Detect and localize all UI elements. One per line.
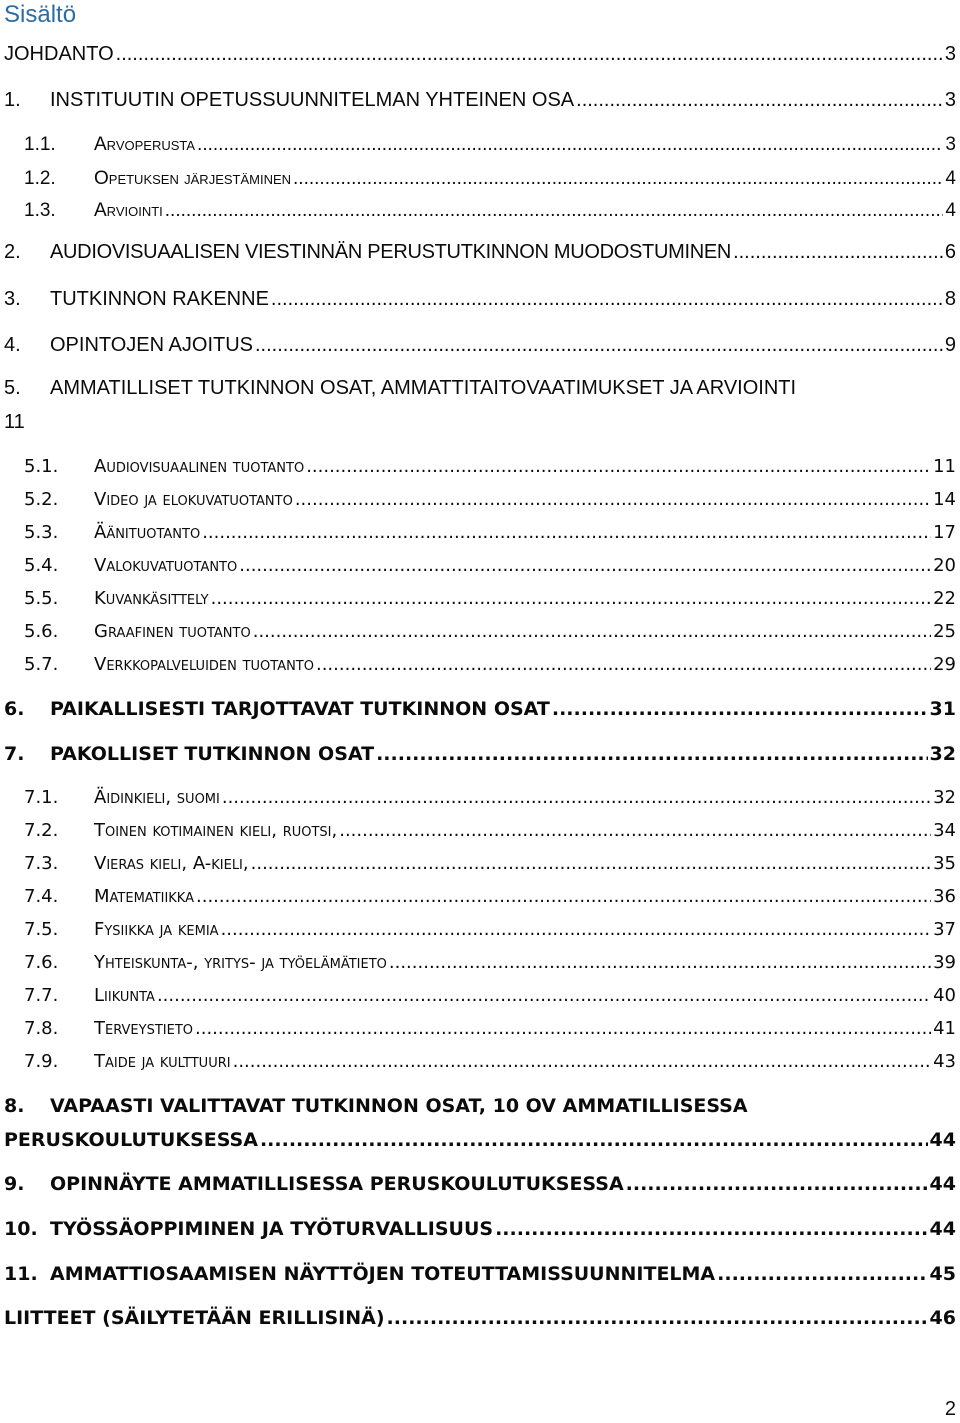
- dot-leader: [239, 555, 931, 577]
- toc-entry-text: Matematiikka: [94, 886, 194, 907]
- toc-entry-number: 1.1.: [24, 134, 56, 155]
- toc-entry-text: Taide ja kulttuuri: [94, 1051, 231, 1072]
- toc-entry-text: Yhteiskunta-, yritys- ja työelämätieto: [94, 952, 387, 973]
- toc-entry-number: 7.4.: [24, 886, 59, 907]
- toc-entry-number: 1.3.: [24, 200, 56, 221]
- dot-leader: [211, 588, 931, 610]
- toc-subentry[interactable]: [24, 654, 956, 676]
- toc-entry-text: Toinen kotimainen kieli, ruotsi,: [94, 820, 338, 841]
- dot-leader: [197, 134, 943, 156]
- toc-subentry[interactable]: [24, 820, 956, 842]
- toc-entry-number: 8.: [4, 1095, 25, 1117]
- toc-entry[interactable]: [4, 742, 956, 766]
- dot-leader: [260, 1128, 928, 1152]
- toc-entry-page: 44: [929, 1129, 956, 1151]
- toc-entry-number: 10.: [4, 1218, 38, 1240]
- dot-leader: [389, 952, 931, 974]
- toc-entry[interactable]: [4, 697, 956, 721]
- toc-entry-text: JOHDANTO: [4, 43, 114, 65]
- dot-leader: [157, 985, 931, 1007]
- toc-entry-number: 7.8.: [24, 1018, 59, 1039]
- toc-entry-page: 29: [933, 654, 956, 675]
- toc-entry[interactable]: [4, 1306, 956, 1330]
- toc-entry-number: 7.: [4, 743, 25, 765]
- toc-entry-page: 8: [944, 288, 956, 310]
- dot-leader: [221, 919, 932, 941]
- dot-leader: [233, 1051, 932, 1073]
- toc-entry-text: Liikunta: [94, 985, 155, 1006]
- toc-entry-number: 7.6.: [24, 952, 59, 973]
- toc-entry-text: AUDIOVISUAALISEN VIESTINNÄN PERUSTUTKINNON MUODOSTUMINEN: [50, 241, 732, 263]
- toc-entry-page: 11: [933, 456, 956, 477]
- toc-subentry[interactable]: [24, 886, 956, 908]
- toc-entry[interactable]: [4, 1095, 748, 1117]
- toc-entry-page: 3: [945, 134, 956, 155]
- dot-leader: [339, 820, 931, 842]
- toc-entry-text: Vieras kieli, A-kieli,: [94, 853, 249, 874]
- toc-entry[interactable]: [4, 1172, 956, 1196]
- toc-entry[interactable]: [4, 1217, 956, 1241]
- toc-entry-number: 5.2.: [24, 489, 59, 510]
- dot-leader: [222, 787, 931, 809]
- dot-leader: [717, 1262, 927, 1286]
- toc-subentry[interactable]: [24, 1051, 956, 1073]
- toc-entry-text: Terveystieto: [94, 1018, 193, 1039]
- toc-entry-page: 40: [933, 985, 956, 1006]
- toc-entry-number: 1.2.: [24, 168, 56, 189]
- toc-subentry[interactable]: [24, 588, 956, 610]
- dot-leader: [626, 1172, 928, 1196]
- toc-entry-text: INSTITUUTIN OPETUSSUUNNITELMAN YHTEINEN OSA: [50, 89, 575, 111]
- toc-entry-page: 39: [933, 952, 956, 973]
- toc-subentry[interactable]: [24, 787, 956, 809]
- toc-entry-page: 34: [933, 820, 956, 841]
- dot-leader: [251, 853, 931, 875]
- toc-heading: Sisältö: [4, 1, 77, 28]
- toc-subentry[interactable]: [24, 985, 956, 1007]
- toc-entry-text: Äänituotanto: [94, 522, 201, 543]
- toc-entry-page: 20: [933, 555, 956, 576]
- toc-entry-page: 44: [929, 1218, 956, 1240]
- toc-entry-text: Fysiikka ja kemia: [94, 919, 219, 940]
- toc-entry[interactable]: [4, 287, 956, 311]
- toc-entry-page: 32: [929, 743, 956, 765]
- dot-leader: [271, 287, 943, 311]
- toc-entry-page: 3: [944, 89, 956, 111]
- toc-entry-number: 5.6.: [24, 621, 59, 642]
- toc-entry-number: 6.: [4, 698, 25, 720]
- toc-entry-page: 6: [944, 241, 956, 263]
- toc-subentry[interactable]: [24, 456, 956, 478]
- toc-entry[interactable]: [4, 88, 956, 112]
- toc-entry-page: 46: [929, 1307, 956, 1329]
- dot-leader: [116, 42, 943, 66]
- toc-subentry[interactable]: [24, 200, 956, 222]
- toc-entry-number: 5.3.: [24, 522, 59, 543]
- toc-subentry[interactable]: [24, 952, 956, 974]
- toc-entry-number: 5.1.: [24, 456, 59, 477]
- toc-entry[interactable]: [4, 240, 956, 264]
- toc-entry-page: 17: [933, 522, 956, 543]
- dot-leader: [306, 456, 931, 478]
- toc-entry-number: 7.9.: [24, 1051, 59, 1072]
- toc-entry-page: 32: [933, 787, 956, 808]
- dot-leader: [376, 742, 927, 766]
- dot-leader: [196, 886, 931, 908]
- toc-entry-text: Opetuksen järjestäminen: [94, 168, 292, 189]
- dot-leader: [495, 1217, 927, 1241]
- toc-entry-text: Arviointi: [94, 200, 163, 221]
- dot-leader: [165, 200, 944, 222]
- toc-entry-number: 7.2.: [24, 820, 59, 841]
- toc-entry-page: 43: [933, 1051, 956, 1072]
- page-number: 2: [944, 1398, 956, 1420]
- toc-entry-text: OPINNÄYTE AMMATILLISESSA PERUSKOULUTUKSESSA: [50, 1173, 624, 1195]
- dot-leader: [295, 489, 931, 511]
- dot-leader: [195, 1018, 931, 1040]
- toc-subentry[interactable]: [24, 134, 956, 156]
- toc-entry-page: 4: [945, 168, 956, 189]
- toc-entry-number: 7.7.: [24, 985, 59, 1006]
- toc-entry-text: Video ja elokuvatuotanto: [94, 489, 293, 510]
- toc-entry-page: 22: [933, 588, 956, 609]
- dot-leader: [733, 240, 943, 264]
- toc-entry-text: TYÖSSÄOPPIMINEN JA TYÖTURVALLISUUS: [50, 1218, 494, 1240]
- toc-entry-text: VAPAASTI VALITTAVAT TUTKINNON OSAT, 10 OV AMMATILLISESSA: [50, 1095, 748, 1117]
- toc-entry-text: TUTKINNON RAKENNE: [50, 288, 269, 310]
- toc-entry-page: 31: [929, 698, 956, 720]
- toc-entry-page: 37: [933, 919, 956, 940]
- toc-subentry[interactable]: [24, 621, 956, 643]
- toc-entry-text: PERUSKOULUTUKSESSA: [4, 1129, 258, 1151]
- dot-leader: [293, 168, 943, 190]
- toc-entry-text: Äidinkieli, suomi: [94, 787, 220, 808]
- toc-entry-number: 4.: [4, 334, 21, 356]
- dot-leader: [253, 621, 931, 643]
- toc-entry-page: 36: [933, 886, 956, 907]
- toc-subentry[interactable]: [24, 522, 956, 544]
- toc-entry-page: 3: [944, 43, 956, 65]
- toc-entry-number: 3.: [4, 288, 21, 310]
- toc-entry-page: 41: [933, 1018, 956, 1039]
- toc-entry-continuation[interactable]: [4, 1128, 956, 1152]
- toc-entry-number: 7.3.: [24, 853, 59, 874]
- toc-entry-page: 4: [945, 200, 956, 221]
- toc-entry-number: 7.5.: [24, 919, 59, 940]
- toc-subentry[interactable]: [24, 1018, 956, 1040]
- toc-entry-text: Audiovisuaalinen tuotanto: [94, 456, 305, 477]
- toc-entry-text: LIITTEET (SÄILYTETÄÄN ERILLISINÄ): [4, 1307, 385, 1329]
- toc-entry-page: 14: [933, 489, 956, 510]
- toc-entry-number: 1.: [4, 89, 21, 111]
- toc-entry-number: 5.5.: [24, 588, 59, 609]
- toc-entry-text: Verkkopalveluiden tuotanto: [94, 654, 314, 675]
- toc-entry-number: 11.: [4, 1263, 38, 1285]
- toc-entry-text: AMMATTIOSAAMISEN NÄYTTÖJEN TOTEUTTAMISSUUNNITELMA: [50, 1263, 716, 1285]
- toc-entry-page: 35: [933, 853, 956, 874]
- dot-leader: [552, 697, 928, 721]
- toc-entry-text: OPINTOJEN AJOITUS: [50, 334, 253, 356]
- toc-entry-number: 7.1.: [24, 787, 59, 808]
- toc-entry-text: PAIKALLISESTI TARJOTTAVAT TUTKINNON OSAT: [50, 698, 550, 720]
- toc-entry[interactable]: [4, 1262, 956, 1286]
- toc-subentry[interactable]: [24, 919, 956, 941]
- dot-leader: [255, 333, 943, 357]
- toc-entry-page: 45: [929, 1263, 956, 1285]
- toc-entry-text: Graafinen tuotanto: [94, 621, 251, 642]
- toc-entry-page: 44: [929, 1173, 956, 1195]
- toc-entry[interactable]: [4, 333, 956, 357]
- toc-subentry[interactable]: [24, 168, 956, 190]
- toc-entry-number: 5.: [4, 377, 21, 399]
- dot-leader: [316, 654, 931, 676]
- toc-entry-number: 5.4.: [24, 555, 59, 576]
- toc-entry-number: 2.: [4, 241, 21, 263]
- toc-entry[interactable]: [4, 42, 956, 66]
- toc-subentry[interactable]: [24, 555, 956, 577]
- toc-entry-text: PAKOLLISET TUTKINNON OSAT: [50, 743, 375, 765]
- toc-entry-text: Arvoperusta: [94, 134, 196, 155]
- toc-entry-page: 25: [933, 621, 956, 642]
- toc-entry[interactable]: [4, 377, 796, 400]
- toc-subentry[interactable]: [24, 489, 956, 511]
- dot-leader: [202, 522, 931, 544]
- dot-leader: [576, 88, 943, 112]
- toc-entry-number: 9.: [4, 1173, 25, 1195]
- toc-entry-page: 11: [4, 411, 25, 433]
- toc-entry-text: Valokuvatuotanto: [94, 555, 238, 576]
- toc-entry-text: Kuvankäsittely: [94, 588, 209, 609]
- toc-entry-page: 9: [944, 334, 956, 356]
- toc-subentry[interactable]: [24, 853, 956, 875]
- toc-entry-number: 5.7.: [24, 654, 59, 675]
- dot-leader: [387, 1306, 928, 1330]
- toc-entry-text: AMMATILLISET TUTKINNON OSAT, AMMATTITAITOVAATIMUKSET JA ARVIOINTI: [50, 377, 797, 399]
